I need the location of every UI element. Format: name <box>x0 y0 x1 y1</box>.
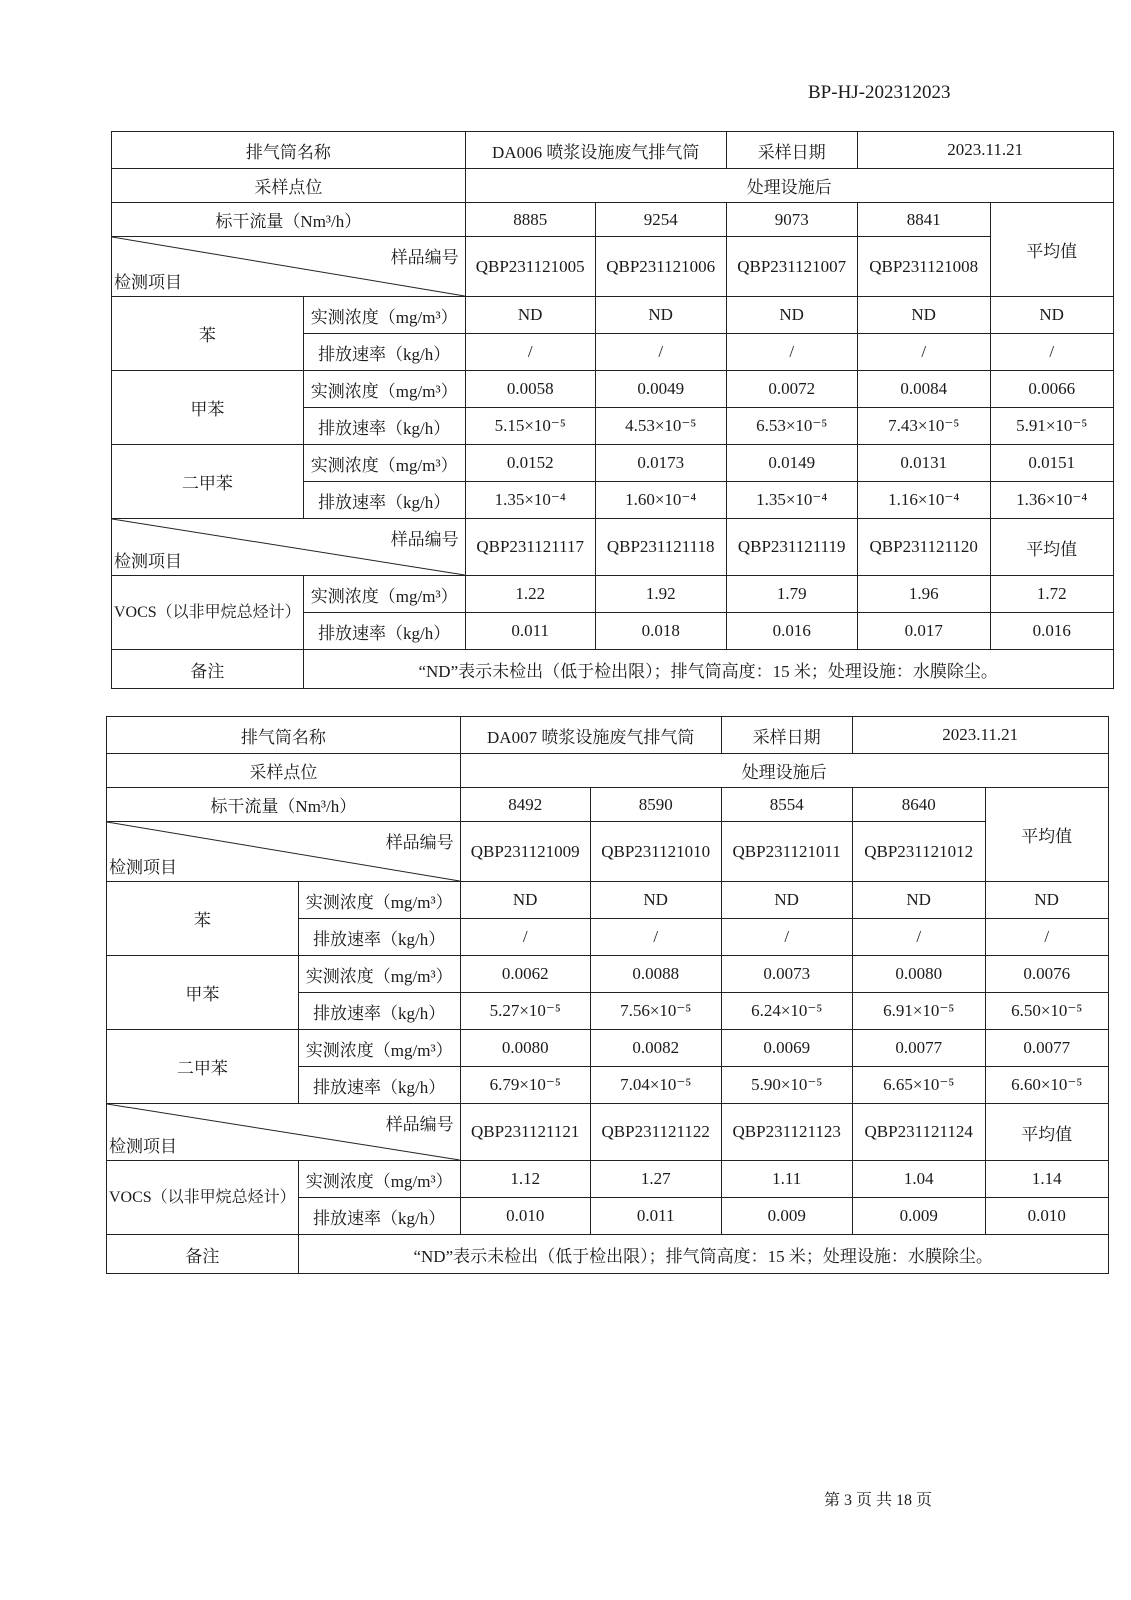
flow-value: 8640 <box>852 788 985 822</box>
exhaust-table-da006 <box>111 131 1114 689</box>
sample-id: QBP231121006 <box>595 237 726 297</box>
flow-value: 8492 <box>460 788 590 822</box>
sampling-point-label: 采样点位 <box>107 754 461 788</box>
remarks-text: “ND”表示未检出（低于检出限）；排气筒高度：15 米；处理设施：水膜除尘。 <box>298 1235 1108 1274</box>
sample-no-label: 样品编号 <box>390 530 459 549</box>
rate-value: 1.16×10⁻⁴ <box>857 482 990 519</box>
flow-label: 标干流量（Nm³/h） <box>107 788 461 822</box>
table-row <box>112 132 1114 169</box>
diagonal-header-cell <box>107 1104 461 1161</box>
flow-value: 8554 <box>721 788 852 822</box>
stack-name-label: 排气筒名称 <box>107 717 461 754</box>
conc-value: 1.04 <box>852 1161 985 1198</box>
average-header: 平均值 <box>990 519 1113 576</box>
average-header: 平均值 <box>990 203 1113 297</box>
table-row <box>107 1030 1109 1067</box>
flow-value: 9254 <box>595 203 726 237</box>
rate-value: 7.43×10⁻⁵ <box>857 408 990 445</box>
remarks-label: 备注 <box>112 650 304 689</box>
conc-label: 实测浓度（mg/m³） <box>298 1030 460 1067</box>
conc-average: 1.72 <box>990 576 1113 613</box>
conc-value: 0.0082 <box>590 1030 721 1067</box>
test-item-label: 检测项目 <box>109 1137 177 1156</box>
sample-id: QBP231121122 <box>590 1104 721 1161</box>
conc-average: ND <box>990 297 1113 334</box>
pollutant-name: 甲苯 <box>107 956 299 1030</box>
sample-id: QBP231121124 <box>852 1104 985 1161</box>
conc-label: 实测浓度（mg/m³） <box>303 371 465 408</box>
rate-label: 排放速率（kg/h） <box>303 613 465 650</box>
conc-value: ND <box>857 297 990 334</box>
sample-id: QBP231121119 <box>726 519 857 576</box>
conc-average: 0.0076 <box>985 956 1108 993</box>
rate-average: 0.010 <box>985 1198 1108 1235</box>
conc-value: 1.27 <box>590 1161 721 1198</box>
sample-id: QBP231121010 <box>590 822 721 882</box>
sampling-point-value: 处理设施后 <box>465 169 1113 203</box>
conc-value: 0.0084 <box>857 371 990 408</box>
stack-name-value: DA006 喷浆设施废气排气筒 <box>465 132 726 169</box>
rate-value: 5.15×10⁻⁵ <box>465 408 595 445</box>
conc-value: 1.92 <box>595 576 726 613</box>
table-row <box>107 1235 1109 1274</box>
sample-no-label: 样品编号 <box>390 248 459 267</box>
conc-label: 实测浓度（mg/m³） <box>298 1161 460 1198</box>
conc-value: 0.0088 <box>590 956 721 993</box>
rate-average: 6.50×10⁻⁵ <box>985 993 1108 1030</box>
table-row <box>112 445 1114 482</box>
pollutant-name: 苯 <box>112 297 304 371</box>
rate-value: 5.90×10⁻⁵ <box>721 1067 852 1104</box>
table-row <box>112 203 1114 237</box>
table-row <box>112 576 1114 613</box>
flow-value: 8885 <box>465 203 595 237</box>
rate-average: / <box>985 919 1108 956</box>
conc-value: ND <box>726 297 857 334</box>
conc-value: ND <box>460 882 590 919</box>
sample-id: QBP231121005 <box>465 237 595 297</box>
average-header: 平均值 <box>985 1104 1108 1161</box>
table-row <box>107 882 1109 919</box>
rate-label: 排放速率（kg/h） <box>303 482 465 519</box>
rate-value: 0.011 <box>465 613 595 650</box>
conc-value: 0.0069 <box>721 1030 852 1067</box>
conc-value: 1.11 <box>721 1161 852 1198</box>
table-row <box>107 1104 1109 1161</box>
table-row <box>107 1161 1109 1198</box>
sample-id: QBP231121012 <box>852 822 985 882</box>
average-header: 平均值 <box>985 788 1108 882</box>
rate-value: 6.65×10⁻⁵ <box>852 1067 985 1104</box>
conc-value: 1.79 <box>726 576 857 613</box>
rate-value: 4.53×10⁻⁵ <box>595 408 726 445</box>
sample-date-label: 采样日期 <box>726 132 857 169</box>
flow-label: 标干流量（Nm³/h） <box>112 203 466 237</box>
conc-value: ND <box>465 297 595 334</box>
table-row <box>112 169 1114 203</box>
conc-value: 0.0131 <box>857 445 990 482</box>
rate-value: / <box>721 919 852 956</box>
conc-value: 0.0073 <box>721 956 852 993</box>
sample-id: QBP231121008 <box>857 237 990 297</box>
sample-no-label: 样品编号 <box>385 833 454 852</box>
sample-id: QBP231121117 <box>465 519 595 576</box>
table-row <box>107 717 1109 754</box>
rate-value: / <box>852 919 985 956</box>
table-row <box>107 822 1109 882</box>
rate-value: 0.011 <box>590 1198 721 1235</box>
conc-value: 0.0080 <box>460 1030 590 1067</box>
rate-value: / <box>590 919 721 956</box>
conc-label: 实测浓度（mg/m³） <box>303 297 465 334</box>
sample-id: QBP231121011 <box>721 822 852 882</box>
sample-id: QBP231121121 <box>460 1104 590 1161</box>
rate-value: 5.27×10⁻⁵ <box>460 993 590 1030</box>
sample-id: QBP231121118 <box>595 519 726 576</box>
pollutant-name: 二甲苯 <box>107 1030 299 1104</box>
conc-value: ND <box>852 882 985 919</box>
pollutant-name: 甲苯 <box>112 371 304 445</box>
rate-value: 6.24×10⁻⁵ <box>721 993 852 1030</box>
sample-id: QBP231121123 <box>721 1104 852 1161</box>
flow-value: 8841 <box>857 203 990 237</box>
rate-average: 0.016 <box>990 613 1113 650</box>
rate-value: 1.35×10⁻⁴ <box>465 482 595 519</box>
rate-average: 6.60×10⁻⁵ <box>985 1067 1108 1104</box>
table-row <box>107 754 1109 788</box>
sample-date-value: 2023.11.21 <box>852 717 1108 754</box>
rate-value: / <box>726 334 857 371</box>
conc-value: 0.0049 <box>595 371 726 408</box>
sampling-point-label: 采样点位 <box>112 169 466 203</box>
rate-label: 排放速率（kg/h） <box>298 993 460 1030</box>
rate-value: 0.017 <box>857 613 990 650</box>
table-row <box>112 519 1114 576</box>
conc-label: 实测浓度（mg/m³） <box>298 882 460 919</box>
rate-average: 1.36×10⁻⁴ <box>990 482 1113 519</box>
rate-value: / <box>857 334 990 371</box>
document-number: BP-HJ-202312023 <box>808 82 951 103</box>
rate-value: 0.009 <box>721 1198 852 1235</box>
rate-value: / <box>595 334 726 371</box>
pollutant-name-vocs: VOCS（以非甲烷总烃计） <box>112 576 304 650</box>
sampling-point-value: 处理设施后 <box>460 754 1108 788</box>
stack-name-value: DA007 喷浆设施废气排气筒 <box>460 717 721 754</box>
rate-value: 6.79×10⁻⁵ <box>460 1067 590 1104</box>
table-row <box>112 297 1114 334</box>
rate-value: 7.56×10⁻⁵ <box>590 993 721 1030</box>
test-item-label: 检测项目 <box>114 552 182 571</box>
rate-label: 排放速率（kg/h） <box>298 1198 460 1235</box>
conc-average: 1.14 <box>985 1161 1108 1198</box>
conc-value: 1.22 <box>465 576 595 613</box>
conc-value: 0.0058 <box>465 371 595 408</box>
rate-value: 1.60×10⁻⁴ <box>595 482 726 519</box>
rate-value: 1.35×10⁻⁴ <box>726 482 857 519</box>
rate-average: / <box>990 334 1113 371</box>
rate-label: 排放速率（kg/h） <box>303 334 465 371</box>
conc-label: 实测浓度（mg/m³） <box>303 445 465 482</box>
rate-value: 6.91×10⁻⁵ <box>852 993 985 1030</box>
rate-value: 6.53×10⁻⁵ <box>726 408 857 445</box>
page-number: 第 3 页 共 18 页 <box>824 1492 933 1509</box>
stack-name-label: 排气筒名称 <box>112 132 466 169</box>
pollutant-name: 苯 <box>107 882 299 956</box>
rate-value: 0.009 <box>852 1198 985 1235</box>
rate-value: 0.016 <box>726 613 857 650</box>
rate-value: 0.010 <box>460 1198 590 1235</box>
conc-value: 0.0062 <box>460 956 590 993</box>
conc-value: ND <box>721 882 852 919</box>
conc-value: 0.0149 <box>726 445 857 482</box>
conc-average: 0.0151 <box>990 445 1113 482</box>
remarks-label: 备注 <box>107 1235 299 1274</box>
sample-no-label: 样品编号 <box>385 1115 454 1134</box>
test-item-label: 检测项目 <box>109 858 177 877</box>
conc-value: 0.0072 <box>726 371 857 408</box>
rate-label: 排放速率（kg/h） <box>298 1067 460 1104</box>
table-row <box>107 788 1109 822</box>
conc-average: 0.0066 <box>990 371 1113 408</box>
sample-date-label: 采样日期 <box>721 717 852 754</box>
conc-value: 0.0173 <box>595 445 726 482</box>
sample-id: QBP231121009 <box>460 822 590 882</box>
pollutant-name: 二甲苯 <box>112 445 304 519</box>
conc-value: ND <box>595 297 726 334</box>
conc-average: ND <box>985 882 1108 919</box>
conc-value: 0.0152 <box>465 445 595 482</box>
rate-label: 排放速率（kg/h） <box>298 919 460 956</box>
table-row <box>112 371 1114 408</box>
rate-value: / <box>460 919 590 956</box>
table-row <box>112 237 1114 297</box>
table-row <box>112 650 1114 689</box>
diagonal-header-cell <box>112 237 466 297</box>
rate-value: 7.04×10⁻⁵ <box>590 1067 721 1104</box>
remarks-text: “ND”表示未检出（低于检出限）；排气筒高度：15 米；处理设施：水膜除尘。 <box>303 650 1113 689</box>
conc-value: 0.0077 <box>852 1030 985 1067</box>
sample-id: QBP231121120 <box>857 519 990 576</box>
conc-value: 1.12 <box>460 1161 590 1198</box>
table-row <box>107 956 1109 993</box>
conc-value: 1.96 <box>857 576 990 613</box>
conc-label: 实测浓度（mg/m³） <box>298 956 460 993</box>
conc-value: ND <box>590 882 721 919</box>
exhaust-table-da007 <box>106 716 1109 1274</box>
sample-id: QBP231121007 <box>726 237 857 297</box>
flow-value: 8590 <box>590 788 721 822</box>
test-item-label: 检测项目 <box>114 273 182 292</box>
flow-value: 9073 <box>726 203 857 237</box>
conc-average: 0.0077 <box>985 1030 1108 1067</box>
diagonal-header-cell <box>112 519 466 576</box>
pollutant-name-vocs: VOCS（以非甲烷总烃计） <box>107 1161 299 1235</box>
rate-label: 排放速率（kg/h） <box>303 408 465 445</box>
rate-average: 5.91×10⁻⁵ <box>990 408 1113 445</box>
rate-value: / <box>465 334 595 371</box>
conc-label: 实测浓度（mg/m³） <box>303 576 465 613</box>
sample-date-value: 2023.11.21 <box>857 132 1113 169</box>
diagonal-header-cell <box>107 822 461 882</box>
conc-value: 0.0080 <box>852 956 985 993</box>
rate-value: 0.018 <box>595 613 726 650</box>
